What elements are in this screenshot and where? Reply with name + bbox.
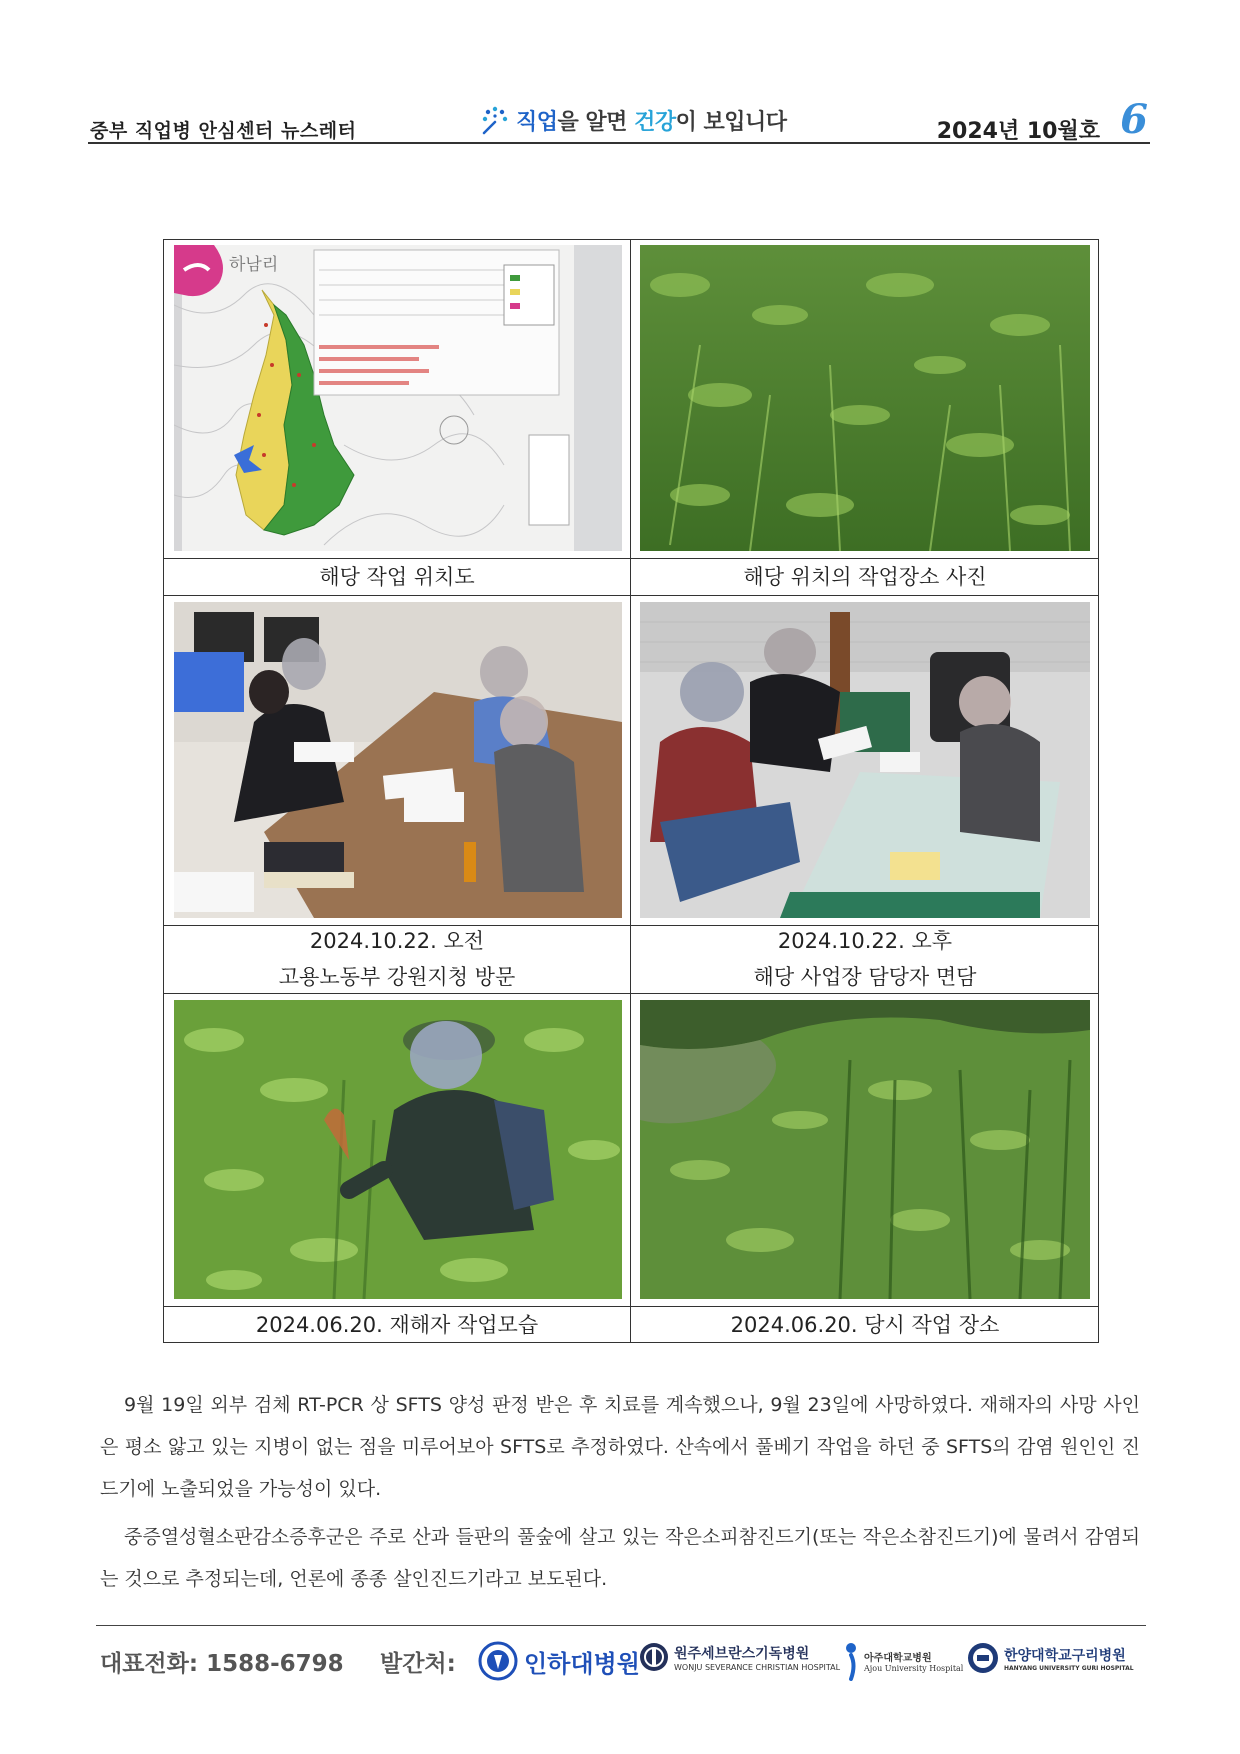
hospital-logo-ajou — [842, 1641, 963, 1681]
caption-text: 해당 작업 위치도 — [319, 564, 475, 589]
page-header — [88, 96, 1150, 144]
hospital-sub: Ajou University Hospital — [864, 1664, 964, 1673]
phone-label: 대표전화: — [100, 1651, 207, 1677]
publisher-label: 발간처: — [380, 1651, 456, 1677]
caption-date: 2024.10.22. 오후 — [777, 929, 953, 953]
caption-text: 2024.06.20. 당시 작업 장소 — [730, 1312, 1000, 1337]
caption-office-visit — [164, 925, 630, 993]
body-paragraph-2 — [100, 1516, 1140, 1600]
sparkle-icon — [478, 103, 512, 137]
office-visit-photo — [174, 602, 622, 918]
worker-field-photo — [174, 1000, 622, 1299]
hospital-name: 인하대병원 — [524, 1649, 640, 1678]
hospital-name: 아주대학교병원 — [864, 1653, 932, 1664]
grid-divider-vertical — [630, 240, 631, 1342]
work-site-grass-photo — [640, 245, 1090, 551]
representative-phone — [100, 1645, 344, 1678]
hanyang-emblem-icon — [966, 1641, 1000, 1675]
hospital-logo-wonju — [638, 1641, 840, 1673]
caption-hillside — [630, 1306, 1100, 1343]
page-number: 6 — [1120, 96, 1148, 143]
phone-number: 1588-6798 — [206, 1651, 344, 1677]
footer-divider — [96, 1625, 1146, 1626]
hospital-name: 한양대학교구리병원 — [1004, 1647, 1126, 1664]
hospital-sub: HANYANG UNIVERSITY GURI HOSPITAL — [1004, 1664, 1134, 1672]
grid-divider — [164, 595, 1098, 596]
severance-emblem-icon — [638, 1641, 670, 1673]
ajou-emblem-icon — [842, 1641, 860, 1681]
caption-text: 해당 사업장 담당자 면담 — [753, 965, 977, 989]
issue-date: 2024년 10월호 — [936, 119, 1100, 144]
caption-worksite-photo — [630, 558, 1100, 595]
slogan-logo — [478, 102, 787, 138]
work-location-map-photo — [174, 245, 622, 551]
caption-interview — [630, 925, 1100, 993]
slogan-text — [516, 105, 787, 136]
photo-grid — [163, 239, 1099, 1343]
caption-worker — [164, 1306, 630, 1343]
map-place-label: 하남리 — [229, 255, 279, 275]
caption-date: 2024.10.22. 오전 — [309, 929, 485, 953]
hospital-sub: WONJU SEVERANCE CHRISTIAN HOSPITAL — [674, 1662, 841, 1672]
slogan-part-1: 직업 — [516, 109, 558, 135]
hospital-name: 원주세브란스기독병원 — [674, 1645, 810, 1662]
body-paragraph-1 — [100, 1384, 1140, 1510]
interview-photo — [640, 602, 1090, 918]
caption-text: 고용노동부 강원지청 방문 — [278, 965, 516, 989]
hospital-logo-hanyang-guri — [966, 1641, 1134, 1675]
caption-text: 해당 위치의 작업장소 사진 — [743, 564, 987, 589]
newsletter-name: 중부 직업병 안심센터 뉴스레터 — [90, 120, 357, 142]
paragraph-text: 9월 19일 외부 검체 RT-PCR 상 SFTS 양성 판정 받은 후 치료를 계속했으나, 9월 23일에 사망하였다. 재해자의 사망 사인은 평소 앓고 있는 지병이 없는 점을 미루어보아 SFTS로 추정하였다. 산속에서 풀베기 작업을 하던 중 SFTS의 감염 원인인 진드기에 노출되었을 가능성이 있다. — [100, 1394, 1140, 1500]
inha-emblem-icon — [478, 1641, 518, 1681]
paragraph-text: 중증열성혈소판감소증후군은 주로 산과 들판의 풀숲에 살고 있는 작은소피참진드기(또는 작은소참진드기)에 물려서 감염되는 것으로 추정되는데, 언론에 종종 살인진드기라고 보도된다. — [100, 1526, 1140, 1590]
hillside-worksite-photo — [640, 1000, 1090, 1299]
caption-text: 2024.06.20. 재해자 작업모습 — [255, 1312, 539, 1337]
slogan-part-2: 을 알면 — [557, 109, 635, 135]
slogan-part-3: 건강 — [634, 109, 676, 135]
slogan-part-4: 이 보입니다 — [675, 109, 787, 135]
caption-location-map — [164, 558, 630, 595]
hospital-logo-inha — [478, 1641, 640, 1681]
